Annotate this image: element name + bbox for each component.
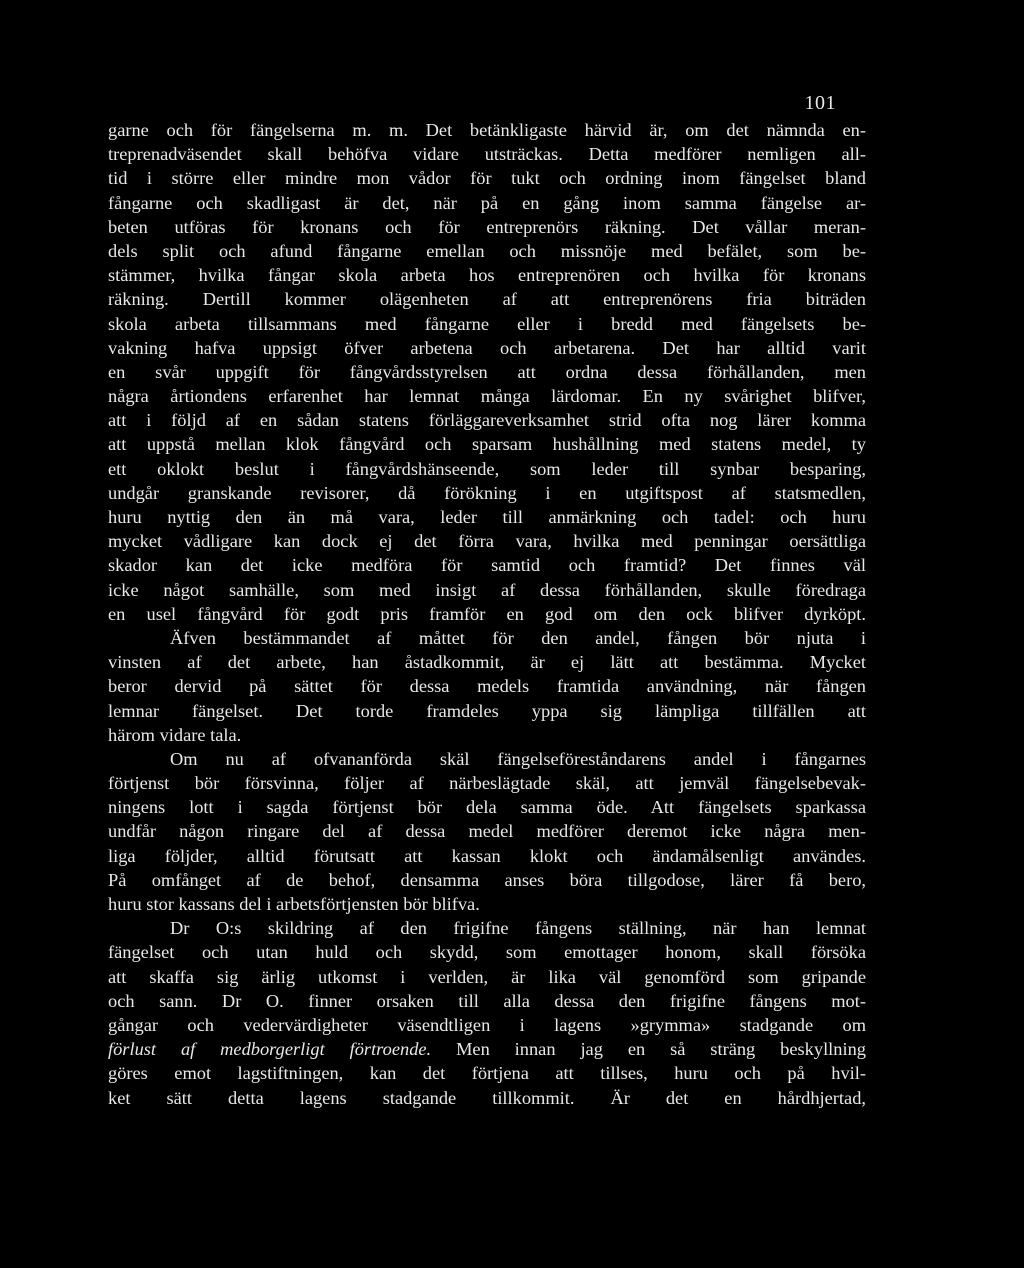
text-line: skador kan det icke medföra för samtid och framtid? Det finnes väl — [108, 555, 866, 576]
text-line: fångarne och skadligast är det, när på en gång inom samma fängelse ar- — [108, 192, 866, 213]
text-line: tid i större eller mindre mon vådor för tukt och ordning inom fängelset bland — [108, 168, 866, 189]
text-line: och sann. Dr O. finner orsaken till alla dessa den frigifne fångens mot- — [108, 990, 866, 1011]
text-line: huru nyttig den än må vara, leder till anmärkning och tadel: och huru — [108, 507, 866, 527]
text-line: icke något samhälle, som med insigt af dessa förhållanden, skulle föredraga — [108, 579, 866, 600]
text-line: stämmer, hvilka fångar skola arbeta hos entreprenören och hvilka för kronans — [108, 265, 866, 286]
text-line: gångar och vedervärdigheter väsendtligen i lagens »grymma» stadgande om — [108, 1014, 866, 1035]
text-line: några årtiondens erfarenhet har lemnat många lärdomar. En ny svårighet blifver, — [108, 386, 866, 407]
text-line: en usel fångvård för godt pris framför en god om den ock blifver dyrköpt. — [108, 603, 866, 624]
page-number: 101 — [804, 92, 836, 114]
text-line: treprenadväsendet skall behöfva vidare utsträckas. Detta medförer nemligen all- — [108, 144, 866, 165]
text-line: fängelset och utan huld och skydd, som emottager honom, skall försöka — [108, 942, 866, 963]
text-line: vinsten af det arbete, han åstadkommit, är ej lätt att bestämma. Mycket — [108, 652, 866, 673]
text-line: liga följder, alltid förutsatt att kassan klokt och ändamålsenligt användes. — [108, 845, 866, 866]
text-line: garne och för fängelserna m. m. Det betänkligaste härvid är, om det nämnda en- — [108, 120, 866, 140]
text-line: vakning hafva uppsigt öfver arbetena och arbetarena. Det har alltid varit — [108, 337, 866, 358]
italic-phrase: förlust af medborgerligt förtroende. — [108, 1039, 432, 1060]
text-line: Dr O:s skildring af den frigifne fångens ställning, när han lemnat — [170, 918, 866, 939]
text-line: göres emot lagstiftningen, kan det förtjena att tillses, huru och på hvil- — [108, 1063, 866, 1084]
text-line: undgår granskande revisorer, då förökning i en utgiftspost af statsmedlen, — [108, 482, 866, 503]
text-line: ningens lott i sagda förtjenst bör dela samma öde. Att fängelsets sparkassa — [108, 797, 866, 818]
text-line: undfår någon ringare del af dessa medel medförer deremot icke några men- — [108, 821, 866, 842]
text-line: att skaffa sig ärlig utkomst i verlden, är lika väl genomförd som gripande — [108, 966, 866, 987]
text-line: förlust af medborgerligt förtroende. Men innan jag en så sträng beskyllning — [108, 1039, 866, 1060]
text-line: att i följd af en sådan statens förläggareverksamhet strid ofta nog lärer komma — [108, 410, 866, 431]
text-line: ket sätt detta lagens stadgande tillkommit. Är det en hårdhjertad, — [108, 1087, 866, 1108]
text-line: härom vidare tala. — [108, 724, 242, 745]
text-line: På omfånget af de behof, densamma anses böra tillgodose, lärer få bero, — [108, 869, 866, 890]
text-line: lemnar fängelset. Det torde framdeles yppa sig lämpliga tillfällen att — [108, 700, 866, 721]
text-line: skola arbeta tillsammans med fångarne eller i bredd med fängelsets be- — [108, 313, 866, 334]
text-line: att uppstå mellan klok fångvård och sparsam hushållning med statens medel, ty — [108, 434, 866, 455]
text-line: räkning. Dertill kommer olägenheten af att entreprenörens fria biträden — [108, 289, 866, 310]
text-line: dels split och afund fångarne emellan och missnöje med befälet, som be- — [108, 240, 866, 261]
text-line: förtjenst bör försvinna, följer af närbeslägtade skäl, att jemväl fängelsebevak- — [108, 773, 866, 794]
body-text — [108, 118, 866, 1110]
text-line: beror dervid på sättet för dessa medels framtida användning, när fången — [108, 676, 866, 697]
text-line: ett oklokt beslut i fångvårdshänseende, som leder till synbar besparing, — [108, 458, 866, 479]
text-line: beten utföras för kronans och för entreprenörs räkning. Det vållar meran- — [108, 216, 866, 237]
text-line: Om nu af ofvananförda skäl fängelseföreståndarens andel i fångarnes — [170, 748, 866, 769]
text-line: en svår uppgift för fångvårdsstyrelsen att ordna dessa förhållanden, men — [108, 361, 866, 382]
text-line: huru stor kassans del i arbetsförtjensten bör blifva. — [108, 894, 480, 914]
text-line: Äfven bestämmandet af måttet för den andel, fången bör njuta i — [170, 627, 866, 648]
text-line: mycket vådligare kan dock ej det förra vara, hvilka med penningar oersättliga — [108, 531, 866, 552]
